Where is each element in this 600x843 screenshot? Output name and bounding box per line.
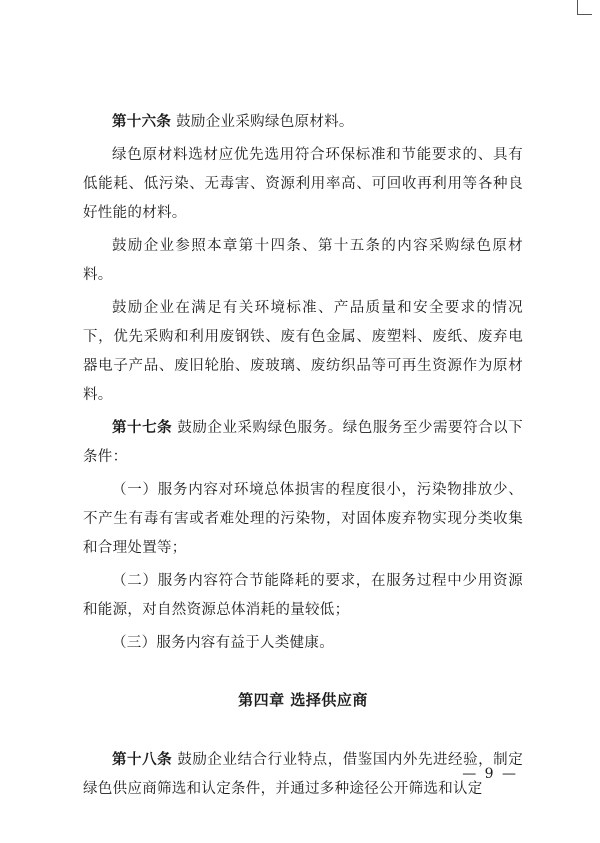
article-17-text: 鼓励企业采购绿色服务。绿色服务至少需要符合以下条件： [83, 420, 523, 465]
page-number: — 9 — [462, 766, 518, 782]
article-17-heading: 第十七条 [112, 420, 173, 436]
article-16 [83, 108, 523, 137]
paragraph-refer-articles: 鼓励企业参照本章第十四条、第十五条的内容采购绿色原材料。 [83, 238, 523, 283]
article-18-heading: 第十八条 [112, 752, 173, 768]
paragraph-green-materials-criteria: 绿色原材料选材应优先选用符合环保标准和节能要求的、具有低能耗、低污染、无毒害、资源利用率高、可回收再利用等各种良好性能的材料。 [83, 147, 523, 221]
paragraph-renewable-resources: 鼓励企业在满足有关环境标准、产品质量和安全要求的情况下，优先采购和利用废钢铁、废有色金属、废塑料、废纸、废弃电器电子产品、废旧轮胎、废玻璃、废纺织品等可再生资源作为原材料。 [83, 300, 523, 403]
condition-3: （三）服务内容有益于人类健康。 [112, 635, 334, 651]
document-body [83, 108, 523, 804]
condition-2: （二）服务内容符合节能降耗的要求，在服务过程中少用资源和能源，对自然资源总体消耗的量较低； [83, 573, 523, 618]
article-18-text: 鼓励企业结合行业特点，借鉴国内外先进经验，制定绿色供应商筛选和认定条件，并通过多种途径公开筛选和认定 [83, 752, 523, 797]
article-17 [83, 414, 523, 472]
article-18 [83, 746, 523, 804]
corner-bracket-mark [577, 0, 592, 15]
article-16-heading: 第十六条 [112, 114, 172, 130]
condition-1: （一）服务内容对环境总体损害的程度很小，污染物排放少、不产生有毒有害或者难处理的污染物，对固体废弃物实现分类收集和合理处置等； [83, 482, 523, 556]
chapter-4-title: 第四章 选择供应商 [238, 691, 368, 709]
article-16-text: 鼓励企业采购绿色原材料。 [176, 114, 354, 130]
